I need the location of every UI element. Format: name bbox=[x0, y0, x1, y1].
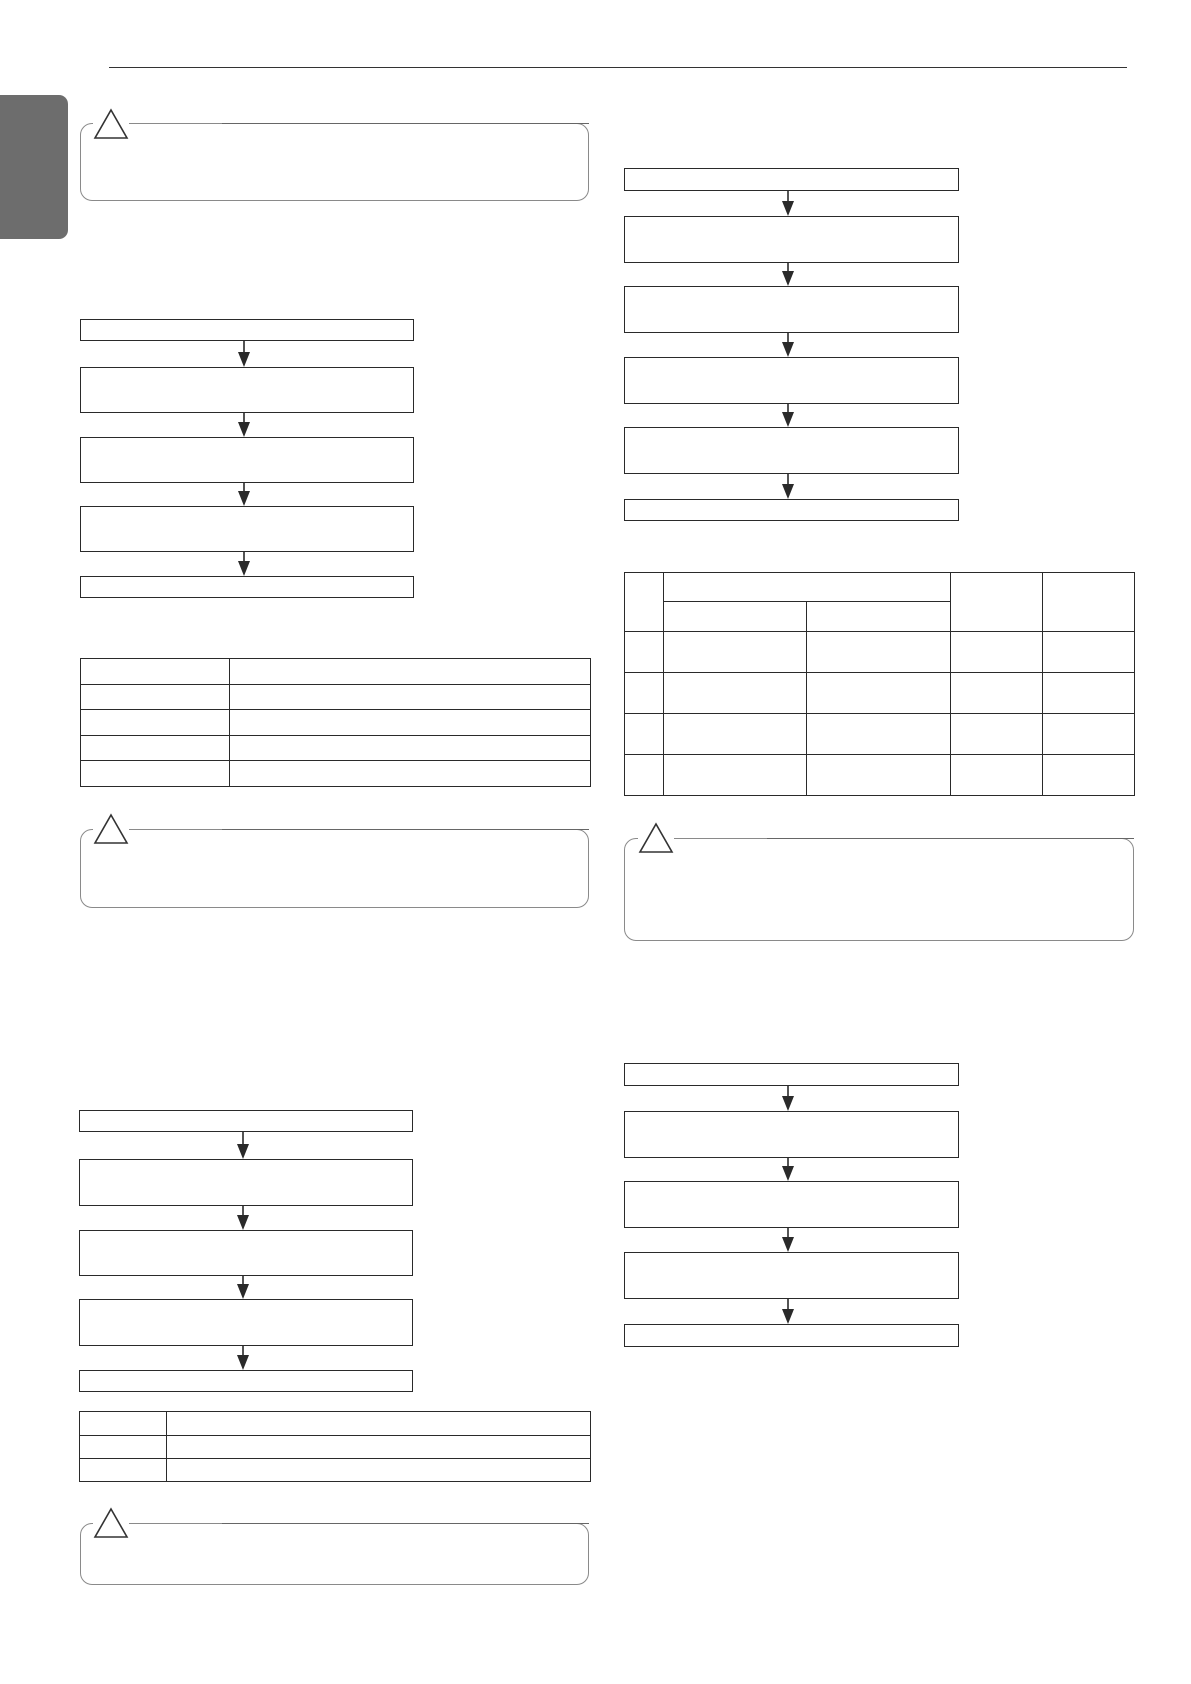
header-rule bbox=[109, 67, 1127, 68]
note-rule bbox=[222, 123, 589, 124]
table-cell bbox=[951, 632, 1043, 673]
arrow-down-icon bbox=[781, 1228, 795, 1252]
table-row bbox=[80, 1459, 591, 1482]
arrow-down-icon bbox=[236, 1206, 250, 1230]
table-cell bbox=[951, 714, 1043, 755]
arrow-down-icon bbox=[236, 1132, 250, 1159]
warning-triangle-icon bbox=[93, 813, 129, 845]
warning-triangle-icon bbox=[93, 1507, 129, 1539]
table-cell bbox=[80, 1436, 167, 1459]
table-cell bbox=[807, 673, 951, 714]
flow-step bbox=[624, 1324, 959, 1347]
arrow-down-icon bbox=[236, 1346, 250, 1370]
arrow-down-icon bbox=[781, 191, 795, 216]
table-header-cell bbox=[664, 573, 951, 602]
side-tab bbox=[0, 95, 68, 239]
table-cell bbox=[230, 659, 591, 685]
table-header-cell bbox=[664, 602, 807, 632]
table-header-cell bbox=[1043, 573, 1135, 632]
arrow-down-icon bbox=[237, 413, 251, 437]
note-rule bbox=[222, 829, 589, 830]
flow-step bbox=[79, 1370, 413, 1392]
table-row bbox=[80, 1412, 591, 1436]
flow-step bbox=[624, 1063, 959, 1086]
note-right bbox=[624, 838, 1134, 941]
flow-step bbox=[80, 576, 414, 598]
flow-step bbox=[624, 1252, 959, 1299]
flow-step bbox=[624, 1181, 959, 1228]
table-row bbox=[81, 761, 591, 787]
arrow-down-icon bbox=[781, 404, 795, 427]
table-cell bbox=[625, 755, 664, 796]
warning-triangle-icon bbox=[93, 108, 129, 140]
table-cell bbox=[167, 1436, 591, 1459]
table-cell bbox=[807, 755, 951, 796]
flow-step bbox=[80, 319, 414, 341]
table-cell bbox=[1043, 755, 1135, 796]
table-header-row bbox=[625, 573, 1135, 602]
table-cell bbox=[664, 755, 807, 796]
arrow-down-icon bbox=[781, 1158, 795, 1181]
note-middle-left bbox=[80, 829, 589, 908]
table-row bbox=[625, 714, 1135, 755]
table-cell bbox=[625, 673, 664, 714]
table-right bbox=[624, 572, 1135, 796]
table-cell bbox=[167, 1412, 591, 1436]
table-cell bbox=[230, 761, 591, 787]
table-cell bbox=[81, 685, 230, 710]
table-cell bbox=[81, 736, 230, 761]
table-row bbox=[81, 736, 591, 761]
table-cell bbox=[625, 632, 664, 673]
flow-step bbox=[80, 506, 414, 552]
table-cell bbox=[664, 714, 807, 755]
arrow-down-icon bbox=[237, 341, 251, 367]
table-cell bbox=[664, 673, 807, 714]
flow-step bbox=[624, 357, 959, 404]
table-cell bbox=[1043, 632, 1135, 673]
flow-step bbox=[624, 1111, 959, 1158]
arrow-down-icon bbox=[236, 1276, 250, 1299]
table-cell bbox=[807, 714, 951, 755]
flow-step bbox=[80, 437, 414, 483]
table-row bbox=[81, 710, 591, 736]
table-cell bbox=[230, 685, 591, 710]
table-cell bbox=[230, 710, 591, 736]
table-row bbox=[81, 659, 591, 685]
table-row bbox=[625, 673, 1135, 714]
table-header-cell bbox=[951, 573, 1043, 632]
note-rule bbox=[222, 1523, 589, 1524]
table-row bbox=[625, 755, 1135, 796]
arrow-down-icon bbox=[781, 263, 795, 286]
table-cell bbox=[1043, 714, 1135, 755]
table-cell bbox=[81, 659, 230, 685]
note-top-left bbox=[80, 123, 589, 201]
arrow-down-icon bbox=[781, 1299, 795, 1324]
table-left-2 bbox=[79, 1411, 591, 1482]
table-cell bbox=[167, 1459, 591, 1482]
table-cell bbox=[951, 673, 1043, 714]
note-bottom-left bbox=[80, 1523, 589, 1585]
flow-step bbox=[624, 216, 959, 263]
table-cell bbox=[807, 632, 951, 673]
flow-step bbox=[624, 427, 959, 474]
table-row bbox=[625, 632, 1135, 673]
flow-step bbox=[79, 1110, 413, 1132]
warning-triangle-icon bbox=[638, 822, 674, 854]
flow-step bbox=[624, 168, 959, 191]
table-cell bbox=[951, 755, 1043, 796]
flow-step bbox=[624, 286, 959, 333]
flow-step bbox=[79, 1299, 413, 1346]
arrow-down-icon bbox=[781, 333, 795, 357]
table-cell bbox=[81, 710, 230, 736]
table-cell bbox=[230, 736, 591, 761]
table-left-1 bbox=[80, 658, 591, 787]
arrow-down-icon bbox=[237, 552, 251, 576]
flow-step bbox=[79, 1159, 413, 1206]
table-cell bbox=[664, 632, 807, 673]
table-cell bbox=[1043, 673, 1135, 714]
table-cell bbox=[80, 1412, 167, 1436]
flow-step bbox=[79, 1230, 413, 1276]
note-rule bbox=[767, 838, 1134, 839]
arrow-down-icon bbox=[781, 474, 795, 499]
table-row bbox=[81, 685, 591, 710]
flow-step bbox=[624, 499, 959, 521]
arrow-down-icon bbox=[781, 1086, 795, 1111]
table-row bbox=[80, 1436, 591, 1459]
table-header-cell bbox=[625, 573, 664, 632]
table-cell bbox=[625, 714, 664, 755]
table-header-cell bbox=[807, 602, 951, 632]
table-cell bbox=[81, 761, 230, 787]
arrow-down-icon bbox=[237, 483, 251, 506]
table-cell bbox=[80, 1459, 167, 1482]
flow-step bbox=[80, 367, 414, 413]
